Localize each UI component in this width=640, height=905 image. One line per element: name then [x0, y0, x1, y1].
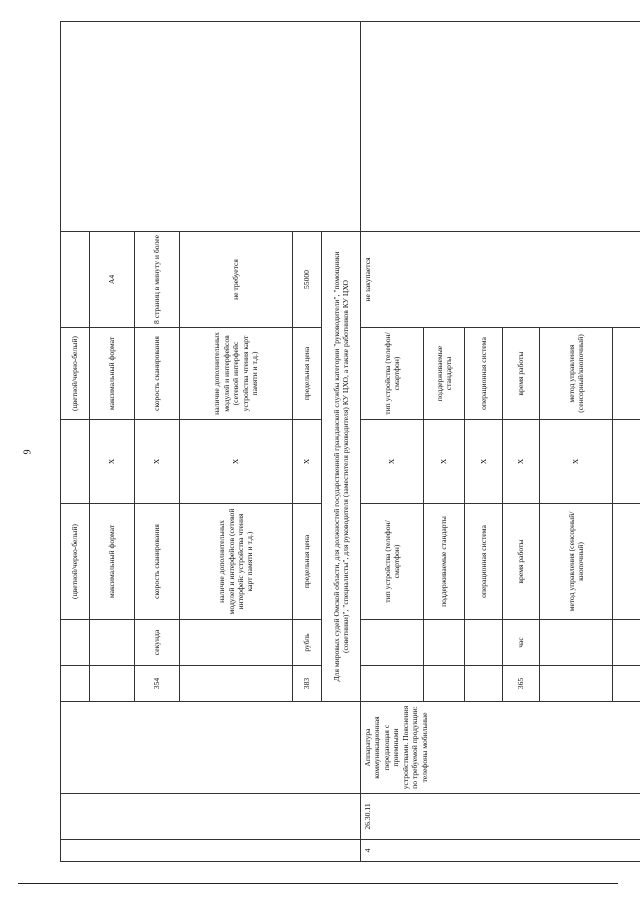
cell-work-time-code: 365: [503, 666, 540, 702]
requirements-table: [60, 21, 640, 862]
product-name: Аппаратура коммуникационная передающая с приемными устройствами. Пояснения по требуемой продукции: телефоны мобильные: [361, 702, 640, 794]
cell-os-char2: операционная система: [465, 328, 503, 420]
cell-price-char2: предельная цена: [293, 328, 322, 420]
cell-color-char2: (цветной/черно-белый): [61, 328, 90, 420]
cell-standards-char2: поддерживаемые стандарты: [424, 328, 465, 420]
cell-standards-mark: X: [424, 420, 465, 504]
cell-work-time-unit: час: [503, 620, 540, 666]
cell-modules-mark: X: [180, 420, 293, 504]
cell-modules-char: наличие дополнительных модулей и интерфейсов (сетевой интерфейс устройства чтения карт памяти и т.д.): [180, 504, 293, 620]
cell-modules-char2: наличие дополнительных модулей и интерфейсов (сетевой интерфейс устройства чтения карт памяти и т.д.): [180, 328, 293, 420]
cell-price-char: предельная цена: [293, 504, 322, 620]
cell-price-value: 55000: [293, 232, 322, 328]
cell-scan-char: скорость сканирования: [135, 504, 180, 620]
cell-scan-unit: секунда: [135, 620, 180, 666]
rotated-table-wrapper: [60, 22, 621, 862]
cell-work-time-char2: время работы: [503, 328, 540, 420]
cell-scan-code: 354: [135, 666, 180, 702]
cell-control-char: метод управления (сенсорный/кнопочный): [540, 504, 613, 620]
cell-modules-value: не требуется: [180, 232, 293, 328]
cell-control-mark: X: [540, 420, 613, 504]
cell-device-type-mark: X: [361, 420, 424, 504]
table-row: [361, 22, 424, 862]
cell-format-mark: X: [90, 420, 135, 504]
cell-scan-value: 8 страниц в минуту и более: [135, 232, 180, 328]
cell-price-code: 383: [293, 666, 322, 702]
cell-os-char: операционная система: [465, 504, 503, 620]
cell-not-purchased: не закупается: [361, 232, 640, 328]
cell-color-char: (цветной/черно-белый): [61, 504, 90, 620]
cell-work-time-mark: X: [503, 420, 540, 504]
cell-os-mark: X: [465, 420, 503, 504]
row-number: 4: [361, 840, 640, 862]
cell-standards-char: поддерживаемые стандарты: [424, 504, 465, 620]
cell-device-type-char2: тип устройства (телефон/смартфон): [361, 328, 424, 420]
cell-format-value: A4: [90, 232, 135, 328]
cell-control-char2: метод управления (сенсорный/кнопочный): [540, 328, 613, 420]
cell-work-time-char: время работы: [503, 504, 540, 620]
okpd-code: 26.30.11: [361, 794, 640, 840]
bottom-rule: [18, 883, 618, 884]
table-row: [61, 22, 90, 862]
category-banner: Для мировых судей Омской области, для должностей государственной гражданской службы категории "руководители", "помощники (советники)", "специалисты", для руководителя (заместителя руководителя) КУ ЦХО, а также работников КУ ЦХО: [322, 232, 361, 702]
cell-device-type-char: тип устройства (телефон/смартфон): [361, 504, 424, 620]
cell-scan-char2: скорость сканирования: [135, 328, 180, 420]
cell-scan-mark: X: [135, 420, 180, 504]
page-number: 9: [22, 449, 34, 455]
cell-format-char: максимальный формат: [90, 504, 135, 620]
cell-price-mark: X: [293, 420, 322, 504]
cell-format-char2: максимальный формат: [90, 328, 135, 420]
cell-price-unit: рубль: [293, 620, 322, 666]
